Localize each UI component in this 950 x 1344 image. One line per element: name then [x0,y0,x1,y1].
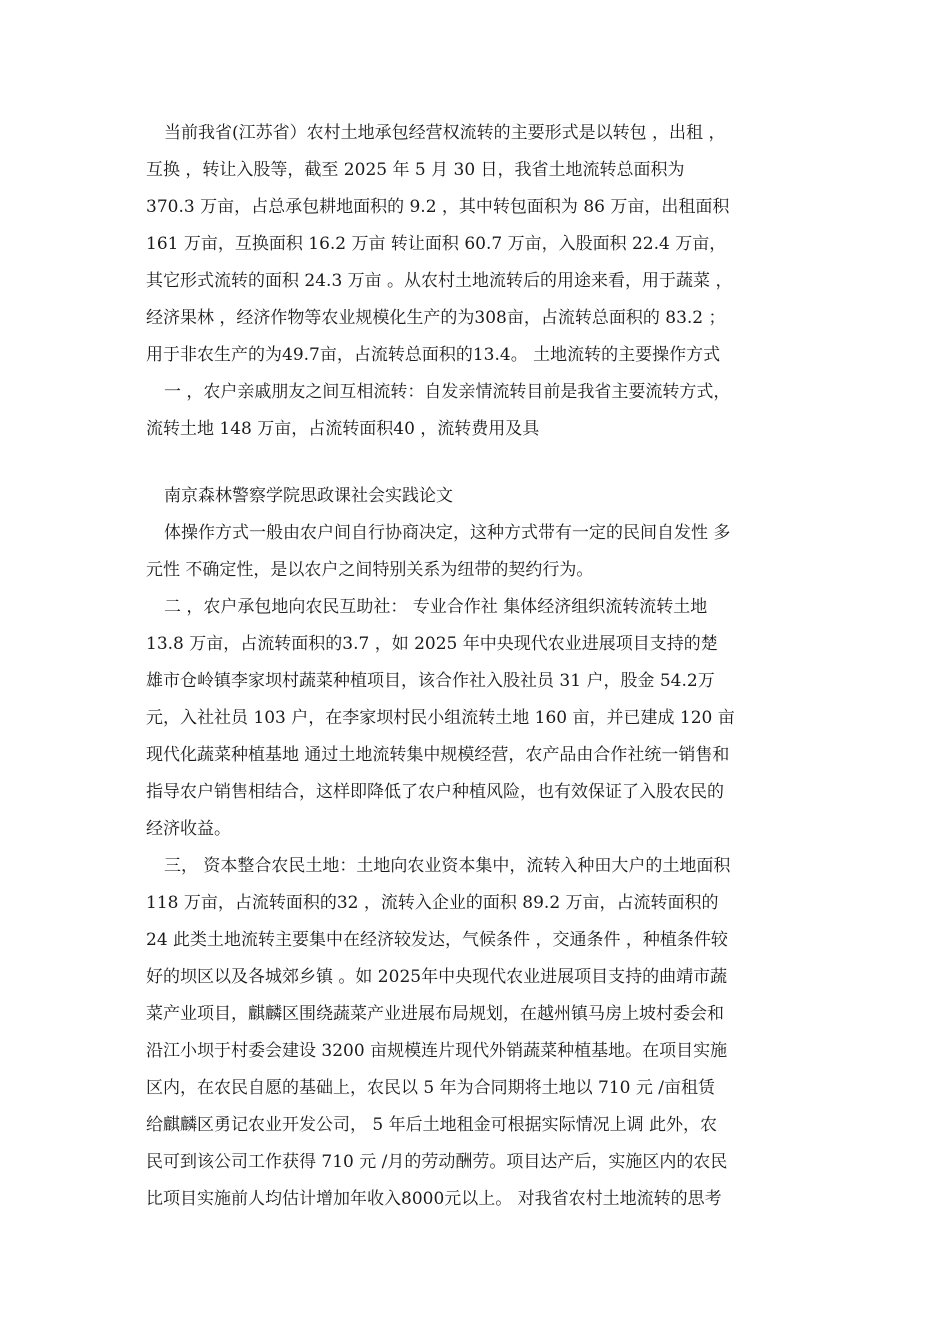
page-header: 南京森林警察学院思政课社会实践论文 [164,486,453,506]
paragraph-line: 给麒麟区勇记农业开发公司， 5 年后土地租金可根据实际情况上调 此外，农 [146,1115,718,1135]
paragraph-line: 雄市仓岭镇李家坝村蔬菜种植项目，该合作社入股社员 31 户，股金 54.2万 [146,671,715,691]
paragraph-line: 370.3 万亩，占总承包耕地面积的 9.2 ，其中转包面积为 86 万亩，出租面积 [146,197,730,217]
paragraph-line: 用于非农生产的为49.7亩，占流转总面积的13.4。 土地流转的主要操作方式 [146,345,721,365]
paragraph-line: 互换 ，转让入股等，截至 2025 年 5 月 30 日，我省土地流转总面积为 [146,160,685,180]
paragraph-line: 118 万亩，占流转面积的32 ，流转入企业的面积 89.2 万亩，占流转面积的 [146,893,719,913]
paragraph-line: 三， 资本整合农民土地：土地向农业资本集中，流转入种田大户的土地面积 [164,856,731,876]
paragraph-line: 菜产业项目，麒麟区围绕蔬菜产业进展布局规划，在越州镇马房上坡村委会和 [146,1004,724,1024]
paragraph-line: 流转土地 148 万亩，占流转面积40 ，流转费用及具 [146,419,540,439]
paragraph-line: 元，入社社员 103 户，在李家坝村民小组流转土地 160 亩，并已建成 120 亩 [146,708,735,728]
paragraph-line: 经济果林 ，经济作物等农业规模化生产的为308亩，占流转总面积的 83.2 ； [146,308,726,328]
paragraph-line: 其它形式流转的面积 24.3 万亩 。从农村土地流转后的用途来看，用于蔬菜 ， [146,271,733,291]
paragraph-line: 二 ，农户承包地向农民互助社： 专业合作社 集体经济组织流转流转土地 [164,597,708,617]
paragraph-line: 13.8 万亩，占流转面积的3.7 ，如 2025 年中央现代农业进展项目支持的楚 [146,634,718,654]
paragraph-line: 区内，在农民自愿的基础上，农民以 5 年为合同期将土地以 710 元 /亩租赁 [146,1078,716,1098]
paragraph-line: 好的坝区以及各城郊乡镇 。如 2025年中央现代农业进展项目支持的曲靖市蔬 [146,967,728,987]
paragraph-line: 民可到该公司工作获得 710 元 /月的劳动酬劳。项目达产后，实施区内的农民 [146,1152,728,1172]
paragraph-line: 元性 不确定性，是以农户之间特别关系为纽带的契约行为。 [146,560,594,580]
paragraph-line: 指导农户销售相结合，这样即降低了农户种植风险，也有效保证了入股农民的 [146,782,724,802]
paragraph-line: 经济收益。 [146,819,231,839]
paragraph-line: 当前我省(江苏省）农村土地承包经营权流转的主要形式是以转包 ，出租 ， [164,123,726,143]
paragraph-line: 体操作方式一般由农户间自行协商决定，这种方式带有一定的民间自发性 多 [164,523,731,543]
paragraph-line: 161 万亩，互换面积 16.2 万亩 转让面积 60.7 万亩，入股面积 22.4 万亩， [146,234,727,254]
paragraph-line: 24 此类土地流转主要集中在经济较发达，气候条件 ，交通条件 ，种植条件较 [146,930,728,950]
paragraph-line: 比项目实施前人均估计增加年收入8000元以上。 对我省农村土地流转的思考 [146,1189,722,1209]
paragraph-line: 沿江小坝于村委会建设 3200 亩规模连片现代外销蔬菜种植基地。在项目实施 [146,1041,728,1061]
paragraph-line: 一 ，农户亲戚朋友之间互相流转：自发亲情流转目前是我省主要流转方式， [164,382,731,402]
paragraph-line: 现代化蔬菜种植基地 通过土地流转集中规模经营，农产品由合作社统一销售和 [146,745,730,765]
